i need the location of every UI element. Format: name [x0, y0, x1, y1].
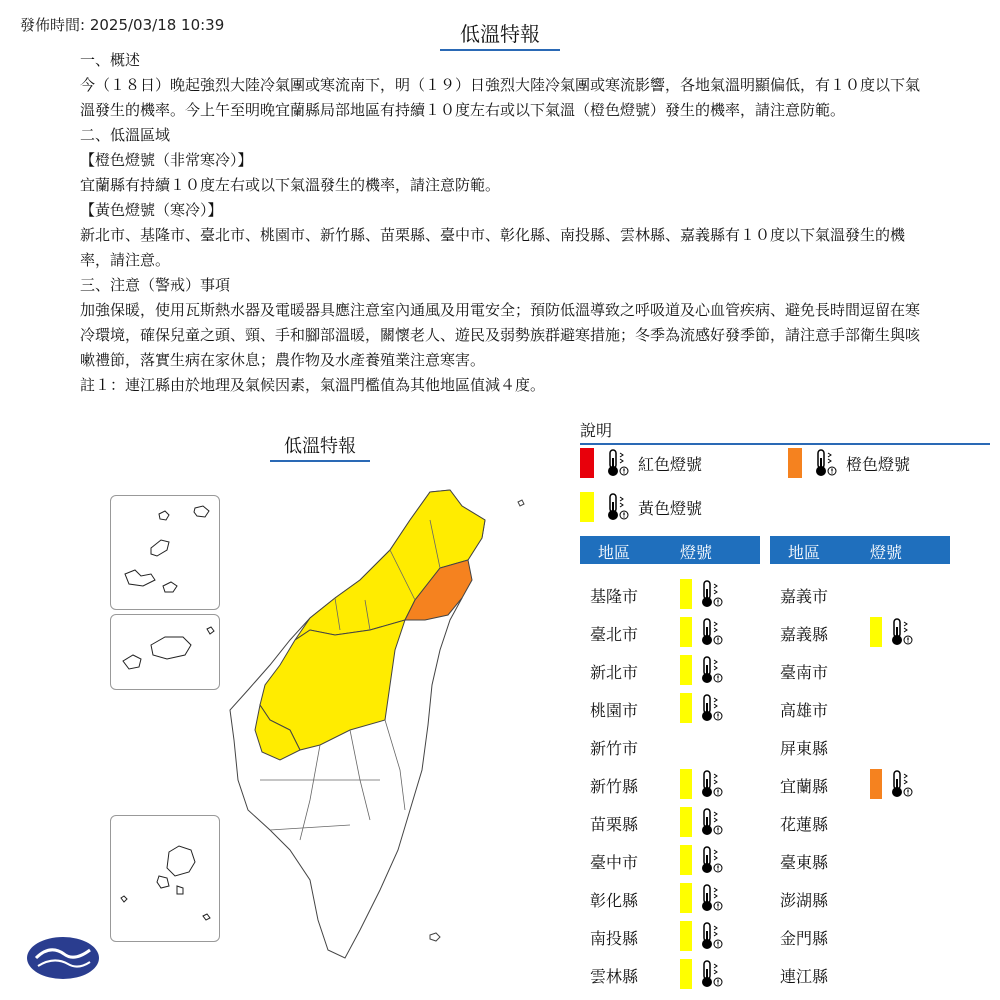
region-name: 苗栗縣: [590, 815, 639, 834]
publish-time: 發佈時間: 2025/03/18 10:39: [20, 16, 225, 34]
thermometer-icon: [604, 448, 630, 478]
region-name: 桃園市: [590, 701, 639, 720]
legend-red: [580, 448, 702, 478]
yellow-swatch: [870, 617, 882, 647]
region-row: [770, 880, 950, 918]
yellow-swatch: [680, 579, 692, 609]
region-signal: [680, 845, 732, 875]
region-signal: [680, 579, 732, 609]
thermometer-icon: [698, 959, 724, 989]
yellow-swatch: [680, 807, 692, 837]
region-row: [580, 880, 760, 918]
region-signal: [680, 617, 732, 647]
region-name: 臺北市: [590, 625, 639, 644]
region-row: [580, 918, 760, 956]
region-name: 雲林縣: [590, 967, 639, 986]
cwa-logo: [26, 936, 100, 980]
col-region-header: 地區: [598, 543, 631, 562]
yellow-swatch: [680, 883, 692, 913]
section-3-title: 三、注意（警戒）事項: [80, 276, 231, 294]
region-signal: [680, 769, 732, 799]
region-row: [580, 690, 760, 728]
yellow-swatch: [680, 655, 692, 685]
region-name: 連江縣: [780, 967, 829, 986]
col-region-header: 地區: [788, 543, 821, 562]
region-name: 新竹市: [590, 739, 639, 758]
page-title: 低溫特報: [440, 18, 560, 51]
orange-signal-text: 宜蘭縣有持續１０度左右或以下氣溫發生的機率，請注意防範。: [80, 176, 501, 194]
yellow-swatch: [580, 492, 594, 522]
region-row: [770, 842, 950, 880]
thermometer-icon: [698, 807, 724, 837]
legend-title: 說明: [580, 418, 990, 445]
region-name: 臺東縣: [780, 853, 829, 872]
yellow-swatch: [680, 617, 692, 647]
region-row: [580, 804, 760, 842]
section-2-title: 二、低溫區域: [80, 126, 171, 144]
thermometer-icon: [698, 693, 724, 723]
yellow-swatch: [680, 959, 692, 989]
legend-orange-label: 橙色燈號: [846, 454, 911, 474]
region-row: [770, 766, 950, 804]
region-name: 新北市: [590, 663, 639, 682]
thermometer-icon: [604, 492, 630, 522]
region-name: 宜蘭縣: [780, 777, 829, 796]
map-title: 低溫特報: [270, 432, 370, 462]
orange-swatch: [870, 769, 882, 799]
region-signal: [870, 617, 922, 647]
region-name: 金門縣: [780, 929, 829, 948]
region-name: 臺南市: [780, 663, 829, 682]
yellow-swatch: [680, 845, 692, 875]
region-row: [580, 614, 760, 652]
region-row: [580, 766, 760, 804]
taiwan-map: [200, 480, 540, 980]
region-row: [580, 652, 760, 690]
region-row: [770, 652, 950, 690]
region-row: [770, 728, 950, 766]
thermometer-icon: [698, 883, 724, 913]
yellow-swatch: [680, 769, 692, 799]
region-name: 嘉義市: [780, 587, 829, 606]
region-signal: [680, 959, 732, 989]
report-body: [80, 48, 920, 398]
region-signal: [680, 807, 732, 837]
island-small: [518, 500, 524, 506]
region-signal: [680, 655, 732, 685]
region-row: [770, 918, 950, 956]
footnote: 註１：連江縣由於地理及氣候因素，氣溫門檻值為其他地區值減４度。: [80, 376, 546, 394]
col-signal-header: 燈號: [680, 543, 713, 562]
region-name: 彰化縣: [590, 891, 639, 910]
thermometer-icon: [698, 845, 724, 875]
legend-red-label: 紅色燈號: [638, 454, 703, 474]
region-signal: [680, 883, 732, 913]
thermometer-icon: [698, 617, 724, 647]
region-name: 嘉義縣: [780, 625, 829, 644]
table-left-header: [580, 536, 760, 564]
table-right-header: [770, 536, 950, 564]
region-row: [580, 842, 760, 880]
legend-yellow-label: 黃色燈號: [638, 498, 703, 518]
thermometer-icon: [812, 448, 838, 478]
yellow-signal-header: 【黃色燈號（寒冷）】: [80, 201, 223, 219]
section-1-text: 今（１８日）晚起強烈大陸冷氣團或寒流南下，明（１９）日強烈大陸冷氣團或寒流影響，各地氣溫明顯偏低，有１０度以下氣溫發生的機率。今上午至明晚宜蘭縣局部地區有持續１０度左右或以下氣溫（橙色燈號）發生的機率，請注意防範。: [80, 76, 921, 119]
region-row: [580, 576, 760, 614]
region-name: 基隆市: [590, 587, 639, 606]
region-row: [580, 956, 760, 994]
thermometer-icon: [698, 769, 724, 799]
thermometer-icon: [698, 579, 724, 609]
region-name: 高雄市: [780, 701, 829, 720]
legend-orange: [788, 448, 910, 478]
region-row: [770, 690, 950, 728]
thermometer-icon: [888, 617, 914, 647]
region-signal: [680, 921, 732, 951]
legend-yellow: [580, 492, 702, 522]
orange-signal-header: 【橙色燈號（非常寒冷）】: [80, 151, 253, 169]
region-row: [770, 804, 950, 842]
region-name: 南投縣: [590, 929, 639, 948]
red-swatch: [580, 448, 594, 478]
region-row: [770, 956, 950, 994]
thermometer-icon: [888, 769, 914, 799]
region-signal: [680, 693, 732, 723]
region-name: 新竹縣: [590, 777, 639, 796]
col-signal-header: 燈號: [870, 543, 903, 562]
thermometer-icon: [698, 921, 724, 951]
yellow-swatch: [680, 693, 692, 723]
region-row: [580, 728, 760, 766]
region-name: 臺中市: [590, 853, 639, 872]
yellow-signal-text: 新北市、基隆市、臺北市、桃園市、新竹縣、苗栗縣、臺中市、彰化縣、南投縣、雲林縣、嘉義縣有１０度以下氣溫發生的機率，請注意。: [80, 226, 906, 269]
thermometer-icon: [698, 655, 724, 685]
region-name: 屏東縣: [780, 739, 829, 758]
region-name: 花蓮縣: [780, 815, 829, 834]
section-1-title: 一、概述: [80, 51, 141, 69]
section-3-text: 加強保暖，使用瓦斯熱水器及電暖器具應注意室內通風及用電安全；預防低溫導致之呼吸道及心血管疾病、避免長時間逗留在寒冷環境，確保兒童之頭、頸、手和腳部溫暖，關懷老人、遊民及弱勢族群避寒措施；冬季為流感好發季節，請注意手部衛生與咳嗽禮節，落實生病在家休息；農作物及水產養殖業注意寒害。: [80, 301, 921, 369]
island-small: [430, 933, 440, 941]
region-signal: [870, 769, 922, 799]
region-row: [770, 614, 950, 652]
region-name: 澎湖縣: [780, 891, 829, 910]
yellow-swatch: [680, 921, 692, 951]
orange-swatch: [788, 448, 802, 478]
region-row: [770, 576, 950, 614]
